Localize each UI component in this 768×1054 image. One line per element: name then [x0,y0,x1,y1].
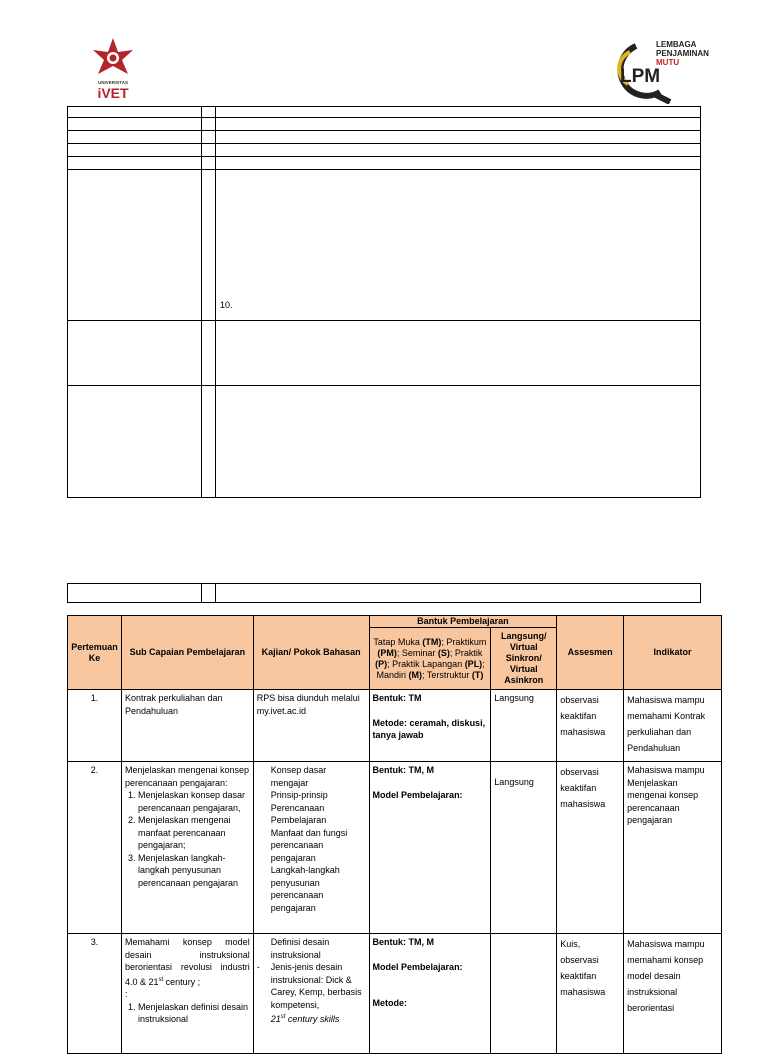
lpm-logo [610,38,720,104]
course-info-table [67,106,701,498]
university-name: iVET [97,85,129,100]
col-sub-capaian: Sub Capaian Pembelajaran [121,616,253,690]
sub-capaian-list: 1. Menjelaskan konsep dasar perencanaan pengajaran, 2. Menjelaskan mengenai manfaat perencanaan pengajaran; 3. Menjelaskan langkah-langkah penyusunan perencanaan pengajaran [125,789,250,889]
col-kajian: Kajian/ Pokok Bahasan [253,616,369,690]
university-logo [88,36,138,100]
col-pertemuan: Pertemuan Ke [68,616,122,690]
table-row: 2. Menjelaskan mengenai konsep perencanaan pengajaran: 1. Menjelaskan konsep dasar perencanaan pengajaran, 2. Menjelaskan mengenai manfaat perencanaan pengajaran; 3. Menjelaskan langkah-langkah penyusunan perencanaan pengajaran Konsep dasar mengajar Prinsip-prinsip Perencanaan Pembelajaran Manfaat dan fungsi perencanaan pengajaran Langkah-langkah penyusunan perencanaan pengajaran Bentuk: TM, M Model Pembelajaran: Langsung observasi keaktifan mahasiswa Mahasiswa mampu Menjelaskan mengenai konsep perencanaan pengajaran [68,762,722,934]
rps-table [67,615,722,1054]
lpm-letters: LPM [620,66,661,87]
lpm-line1: LEMBAGA [656,40,697,49]
col-indikator: Indikator [624,616,722,690]
lpm-line2: PENJAMINAN [656,49,709,58]
kajian-list: Konsep dasar mengajar Prinsip-prinsip Perencanaan Pembelajaran Manfaat dan fungsi perencanaan pengajaran Langkah-langkah penyusunan perencanaan pengajaran [270,765,348,913]
col-assesmen: Assesmen [557,616,624,690]
table-row: 1. Kontrak perkuliahan dan Pendahuluan RPS bisa diunduh melalui my.ivet.ac.id Bentuk: TM Metode: ceramah, diskusi, tanya jawab Langsung observasi keaktifan mahasiswa Mahasiswa mampu memahami Kontrak perkuliahan dan Pendahuluan [68,690,722,762]
col-bantuk: Bantuk Pembelajaran [369,616,557,628]
university-star-emblem-icon [93,38,133,74]
list-number: 10. [220,300,233,310]
col-tatap-muka: Tatap Muka (TM); Praktikum (PM); Seminar (S); Praktik (P); Praktik Lapangan (PL); Mandiri (M); Terstruktur (T) [369,628,491,690]
sub-capaian-list: 1. Menjelaskan definisi desain instruksional [125,1001,250,1026]
learning-outcomes-cell [216,170,701,321]
kajian-list: Definisi desain instruksional - Jenis-jenis desain instruksional: Dick & Carey, Kemp, berbasis kompetensi, 21st century skills [257,936,366,1026]
blank-row-table [67,583,701,603]
col-langsung: Langsung/ Virtual Sinkron/ Virtual Asinkron [491,628,557,690]
table-row: 3. Memahami konsep model desain instruksional berorientasi revolusi industri 4.0 & 21st century ; : 1. Menjelaskan definisi desain instruksional Definisi desain instruksional - Jenis-jenis desain instruksional: Dick & Carey, Kemp, berbasis kompetensi, 21st century skills Bentuk: TM, M Model Pembelajaran: Metode: Kuis, observasi keaktifan mahasiswa Mahasiswa mampu memahami konsep model desain instruksional berorientasi [68,934,722,1054]
lpm-line3: MUTU [656,58,680,67]
university-label: UNIVERSITAS [98,80,128,85]
